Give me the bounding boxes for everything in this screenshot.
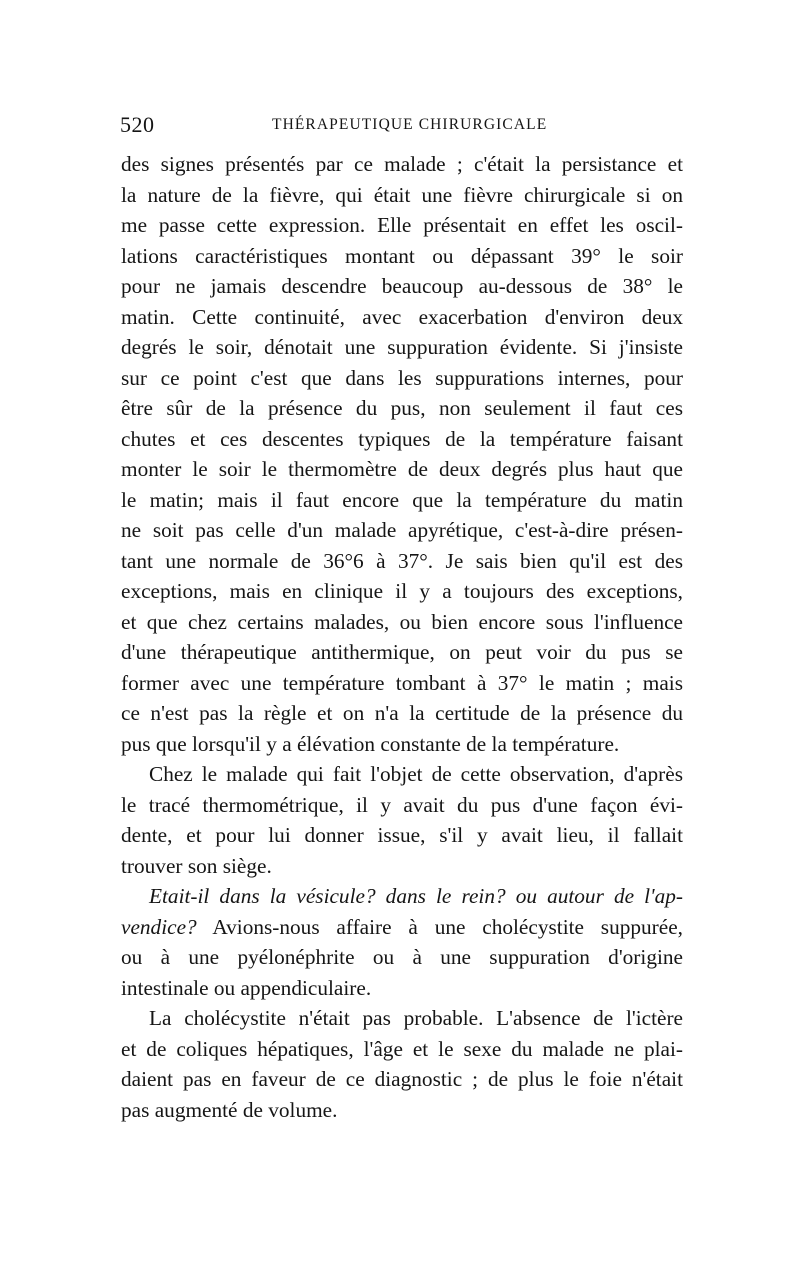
text-line: former avec une température tombant à 37° le matin ; mais [121,670,683,695]
text-line: le tracé thermométrique, il y avait du pus d'une façon évi- [121,792,683,817]
text-line: et que chez certains malades, ou bien encore sous l'influence [121,609,683,634]
page-header [120,112,682,142]
italic-question-fragment: vendice? [121,914,197,939]
text-line: des signes présentés par ce malade ; c'était la persistance et [121,152,683,176]
text-line: daient pas en faveur de ce diagnostic ; de plus le foie n'était [121,1067,683,1091]
text-line: pas augmenté de volume. [121,1097,338,1122]
text-line: intestinale ou appendiculaire. [121,975,372,1000]
text-line: degrés le soir, dénotait une suppuration évidente. Si j'insiste [121,335,683,359]
text-line: pour ne jamais descendre beaucoup au-dessous de 38° le [121,274,683,298]
text-line: d'une thérapeutique antithermique, on peut voir du pus se [121,640,683,664]
text-line: La cholécystite n'était pas probable. L'absence de l'ictère [149,1006,683,1030]
page-number: 520 [120,112,155,137]
text-line [121,912,683,943]
text-line: matin. Cette continuité, avec exacerbation d'environ deux [121,304,683,329]
text-line: exceptions, mais en clinique il y a toujours des exceptions, [121,579,683,603]
text-line: ou à une pyélonéphrite ou à une suppuration d'origine [121,945,683,969]
text-line: trouver son siège. [121,853,272,878]
text-line: et de coliques hépatiques, l'âge et le sexe du malade ne plai- [121,1036,683,1061]
running-title: THÉRAPEUTIQUE CHIRURGICALE [272,116,548,133]
text-line: le matin; mais il faut encore que la température du matin [121,487,683,512]
body-text [121,149,683,1125]
text-line: ne soit pas celle d'un malade apyrétique, c'est-à-dire présen- [121,518,683,542]
text-line: la nature de la fièvre, qui était une fièvre chirurgicale si on [121,182,683,207]
text-line: être sûr de la présence du pus, non seulement il faut ces [121,396,683,420]
text-fragment: Avions-nous affaire à une cholécystite suppurée, [196,914,683,939]
text-line: pus que lorsqu'il y a élévation constante de la température. [121,731,620,756]
text-line: me passe cette expression. Elle présentait en effet les oscil- [121,213,683,237]
text-line: sur ce point c'est que dans les suppurations internes, pour [121,365,683,390]
text-line: ce n'est pas la règle et on n'a la certitude de la présence du [121,701,683,725]
text-line: tant une normale de 36°6 à 37°. Je sais bien qu'il est des [121,548,683,573]
text-line: lations caractéristiques montant ou dépassant 39° le soir [121,243,683,268]
text-line: chutes et ces descentes typiques de la température faisant [121,426,683,451]
text-line: monter le soir le thermomètre de deux degrés plus haut que [121,457,683,481]
text-line: dente, et pour lui donner issue, s'il y avait lieu, il fallait [121,823,683,847]
text-line: Chez le malade qui fait l'objet de cette observation, d'après [149,762,683,786]
italic-question-line: Etait-il dans la vésicule? dans le rein? ou autour de l'ap- [149,884,683,908]
